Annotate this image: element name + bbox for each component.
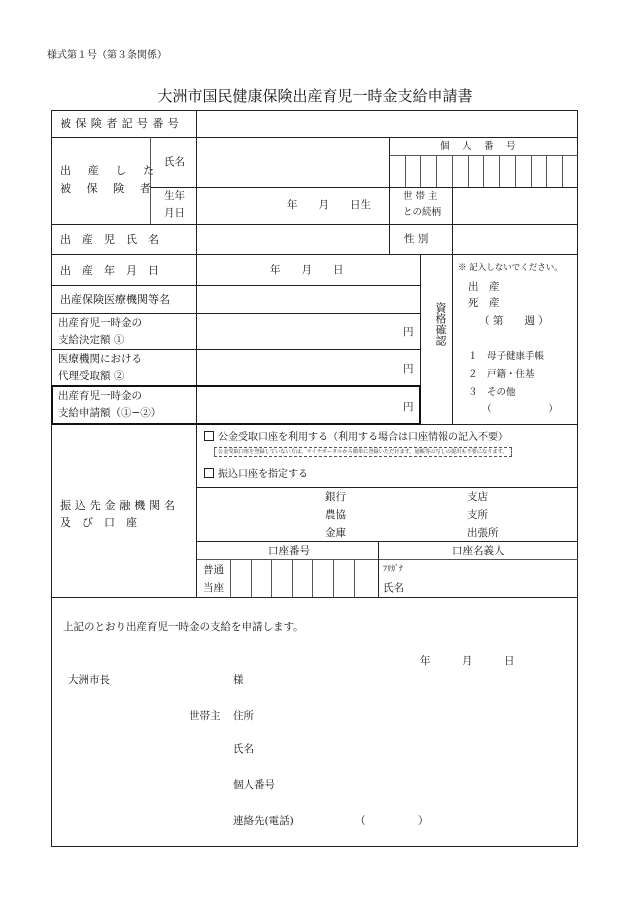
page-title: 大洲市国民健康保険出産育児一時金支給申請書 [157,87,473,105]
dob-value[interactable]: 年 月 日生 [287,199,371,211]
qualification-birth: 出 産 [468,281,500,293]
child-name-field[interactable] [197,225,388,253]
applicant-kojin-label: 個人番号 [233,779,275,791]
account-number-label: 口座番号 [268,545,310,557]
yen-unit: 円 [403,401,414,413]
apply-amount-field[interactable] [197,387,397,423]
proxy-amount-label-1: 医療機関における [58,353,142,365]
qualification-item-3: ３ その他 [468,387,516,398]
sex-field[interactable] [453,225,577,253]
insured-number-label: 被保険者記号番号 [60,117,184,130]
account-type-current[interactable]: 当座 [203,582,224,594]
qualification-item-1: １ 母子健康手帳 [468,351,545,362]
yen-unit: 円 [403,326,414,338]
qualification-label: 資格確認 [434,302,447,346]
insured-number-field[interactable] [197,111,577,136]
proxy-amount-label-2: 代理受取額 ② [58,370,125,382]
decided-amount-label-2: 支給決定額 ① [58,334,125,346]
qualification-weeks: （ 第 週 ） [479,315,549,327]
declaration-statement: 上記のとおり出産育児一時金の支給を申請します。 [63,621,304,633]
qualification-item-2: ２ 戸籍・住基 [468,369,535,380]
contact-paren[interactable]: （ ） [355,815,429,827]
account-number-field[interactable] [231,560,377,596]
bank-type-bank: 銀行 [325,491,346,503]
insured-name-field[interactable] [197,138,388,186]
bank-name-field[interactable] [197,488,317,540]
bank-type-credit: 金庫 [325,527,346,539]
contact-label: 連絡先(電話) [233,815,294,827]
bank-type-agri: 農協 [325,509,346,521]
applicant-name-label: 氏名 [233,743,254,755]
applicant-kojin-field[interactable] [285,773,562,795]
decided-amount-label-1: 出産育児一時金の [58,317,142,329]
decided-amount-field[interactable] [197,314,397,348]
apply-amount-label-1: 出産育児一時金の [58,390,142,402]
public-account-option-label: 公金受取口座を利用する（利用する場合は口座情報の記入不要） [218,432,508,443]
name-label: 氏名 [164,156,185,168]
checkbox-designate-account[interactable] [204,468,214,478]
public-account-option[interactable] [204,431,508,443]
birth-date-label: 出 産 年 月 日 [60,264,159,277]
householder-relation-label-2: との続柄 [403,207,442,218]
insured-person-label-2: 被 保 険 者 [60,182,157,195]
dob-label-2: 月日 [164,207,185,219]
checkbox-public-account[interactable] [204,431,214,441]
facility-label: 出産保険医療機関等名 [60,293,170,306]
branch-type-outpost: 出張所 [467,527,499,539]
bank-label-1: 振込先金融機関名 [60,499,179,512]
holder-name-label: 氏名 [383,582,404,594]
birth-date-value[interactable]: 年 月 日 [270,264,344,276]
address-field[interactable] [262,704,562,726]
account-type-regular[interactable]: 普通 [203,564,224,576]
branch-type-branch: 支店 [467,491,488,503]
qualification-note: ※ 記入しないでください。 [458,263,563,273]
form-number: 様式第１号（第３条関係） [47,50,167,61]
public-account-note: 公金受取口座を登録していない方は、マイナポータルから簡単に登録いただけます。通帳等の写しの提出も不要になります。 [214,447,512,457]
apply-amount-label-2: 支給申請額（①−②） [58,407,162,419]
applicant-name-field[interactable] [262,737,562,759]
kojin-bango-label: 個 人 番 号 [440,141,521,152]
sex-label: 性 別 [404,233,429,245]
mayor-label: 大洲市長 [68,674,110,686]
qualification-death: 死 産 [468,297,500,309]
facility-field[interactable] [197,286,419,312]
householder-relation-field[interactable] [453,188,577,223]
sama-label: 様 [233,674,244,686]
furigana-label: ﾌﾘｶﾞﾅ [383,564,403,573]
branch-type-office: 支所 [467,509,488,521]
yen-unit: 円 [403,363,414,375]
designate-account-option[interactable] [204,468,308,480]
designate-account-option-label: 振込口座を指定する [218,469,308,480]
insured-person-label-1: 出 産 し た [60,164,161,177]
dob-label-1: 生年 [164,190,185,202]
branch-name-field[interactable] [350,488,460,540]
proxy-amount-field[interactable] [197,350,397,384]
householder-relation-label-1: 世 帯 主 [403,191,438,202]
account-holder-label: 口座名義人 [452,545,505,557]
householder-label: 世帯主 [189,710,221,722]
bank-label-2: 及 び 口 座 [60,516,137,529]
account-holder-field[interactable] [410,560,577,596]
declaration-date[interactable]: 年 月 日 [420,655,515,667]
address-label: 住所 [233,710,254,722]
kojin-bango-field[interactable] [390,156,577,186]
child-name-label: 出 産 児 氏 名 [60,233,159,246]
qualification-item-3-paren: （ ） [482,404,559,415]
